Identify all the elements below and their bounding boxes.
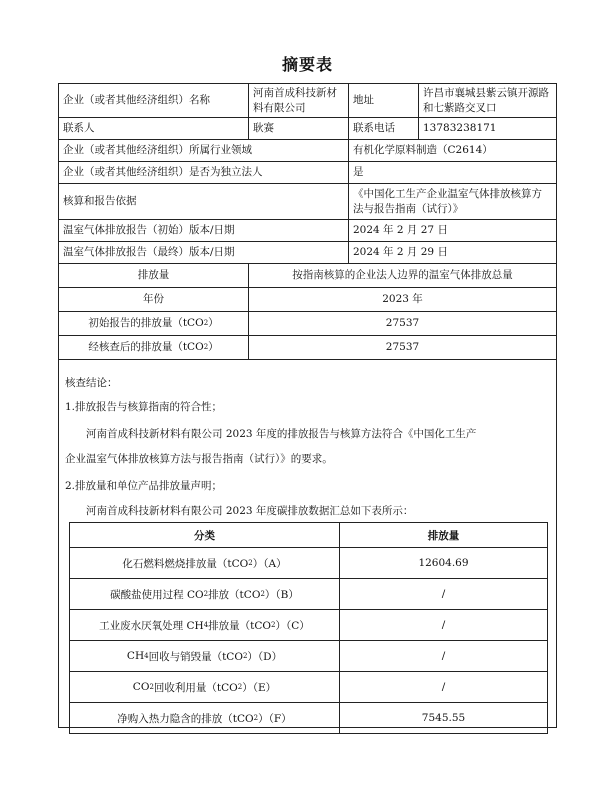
conclusion-item1-line2: 企业温室气体排放核算方法与报告指南（试行）》的要求。 <box>65 453 333 465</box>
legal-person-value: 是 <box>349 162 556 184</box>
summary-form <box>58 83 557 728</box>
legal-person-label: 企业（或者其他经济组织）是否为独立法人 <box>59 162 349 184</box>
table-row-value: / <box>339 578 548 610</box>
conclusion-item2-title: 2.排放量和单位产品排放量声明； <box>65 480 223 492</box>
conclusion-item1-line1: 河南首成科技新材料有限公司 2023 年度的排放报告与核算方法符合《中国化工生产 <box>86 428 477 440</box>
final-version-label: 温室气体排放报告（最终）版本/日期 <box>59 242 349 264</box>
table-row-category: 化石燃料燃烧排放量（tCO 2 ）（A） <box>69 547 340 579</box>
year-value: 2023 年 <box>249 288 556 312</box>
table-row-category: 碳酸盐使用过程 CO 2 排放（tCO 2 ）（B） <box>69 578 340 610</box>
conclusion-item1-title: 1.排放报告与核算指南的符合性； <box>65 401 223 413</box>
contact-value: 耿赛 <box>249 118 349 140</box>
table-row-category: CH 4 回收与销毁量（tCO 2 ）（D） <box>69 640 340 672</box>
col-header-category: 分类 <box>69 522 340 548</box>
verified-emission-value: 27537 <box>249 336 556 360</box>
initial-emission-label: 初始报告的排放量（tCO 2 ） <box>59 312 249 336</box>
industry-label: 企业（或者其他经济组织）所属行业领域 <box>59 140 349 162</box>
col-header-emission: 排放量 <box>339 522 548 548</box>
initial-version-label: 温室气体排放报告（初始）版本/日期 <box>59 220 349 242</box>
table-row-value: 12604.69 <box>339 547 548 579</box>
org-name-value: 河南首成科技新材料有限公司 <box>249 84 349 118</box>
page-title: 摘要表 <box>281 55 333 74</box>
initial-emission-value: 27537 <box>249 312 556 336</box>
emission-header-label: 排放量 <box>59 264 249 288</box>
final-version-value: 2024 年 2 月 29 日 <box>349 242 556 264</box>
table-row-value: / <box>339 640 548 672</box>
verified-emission-label: 经核查后的排放量（tCO 2 ） <box>59 336 249 360</box>
conclusion-heading: 核查结论： <box>65 377 118 389</box>
initial-version-value: 2024 年 2 月 27 日 <box>349 220 556 242</box>
table-row-category: 净购入热力隐含的排放（tCO 2 ）（F） <box>69 702 340 734</box>
phone-value: 13783238171 <box>419 118 556 140</box>
conclusion-item2-intro: 河南首成科技新材料有限公司 2023 年度碳排放数据汇总如下表所示： <box>86 505 414 517</box>
address-label: 地址 <box>349 84 419 118</box>
basis-label: 核算和报告依据 <box>59 184 349 220</box>
table-row-value: / <box>339 609 548 641</box>
org-name-label: 企业（或者其他经济组织）名称 <box>59 84 249 118</box>
basis-value: 《中国化工生产企业温室气体排放核算方法与报告指南（试行）》 <box>349 184 556 220</box>
phone-label: 联系电话 <box>349 118 419 140</box>
contact-label: 联系人 <box>59 118 249 140</box>
address-value: 许昌市襄城县紫云镇开源路和七紫路交叉口 <box>419 84 556 118</box>
table-row-category: 工业废水厌氧处理 CH 4 排放量（tCO 2 ）（C） <box>69 609 340 641</box>
table-row-value: / <box>339 671 548 703</box>
industry-value: 有机化学原料制造（C2614） <box>349 140 556 162</box>
year-label: 年份 <box>59 288 249 312</box>
table-row-value: 7545.55 <box>339 702 548 734</box>
emission-header-value: 按指南核算的企业法人边界的温室气体排放总量 <box>249 264 556 288</box>
table-row-category: CO 2 回收利用量（tCO 2 ）（E） <box>69 671 340 703</box>
